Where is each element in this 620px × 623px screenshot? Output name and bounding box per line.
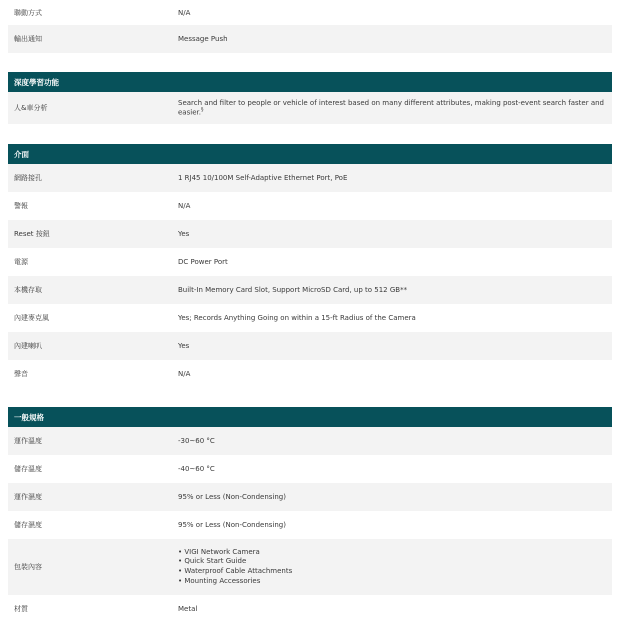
spec-row-built-in-speaker bbox=[8, 332, 612, 360]
spec-label: 內建喇叭 bbox=[14, 342, 42, 350]
spec-label: 運作濕度 bbox=[14, 493, 42, 501]
spec-value: N/A bbox=[178, 202, 191, 210]
spec-value: Search and filter to people or vehicle of interest based on many different attributes, making post-event search faster and easier. bbox=[178, 99, 604, 117]
spec-row-storage-humidity bbox=[8, 511, 612, 539]
spec-row-audio bbox=[8, 360, 612, 388]
spec-value: -40~60 °C bbox=[178, 465, 215, 473]
spec-label: 輸出通知 bbox=[14, 35, 42, 43]
spec-row-alarm bbox=[8, 192, 612, 220]
footnote-mark: § bbox=[200, 107, 204, 114]
spec-value: 95% or Less (Non-Condensing) bbox=[178, 521, 286, 529]
spec-label: 材質 bbox=[14, 605, 28, 613]
package-contents-list bbox=[178, 548, 612, 586]
spec-value: Yes bbox=[178, 342, 190, 350]
spec-label: 網路接孔 bbox=[14, 174, 42, 182]
spec-row-local-storage bbox=[8, 276, 612, 304]
section-header-interface: 介面 bbox=[8, 144, 612, 164]
spec-row-network-port bbox=[8, 164, 612, 192]
spec-label: 包裝內容 bbox=[14, 563, 42, 571]
spec-value: N/A bbox=[178, 8, 191, 17]
spec-label: 人&車分析 bbox=[14, 104, 48, 112]
spec-label: Reset 按鈕 bbox=[14, 230, 50, 238]
list-item: • Mounting Accessories bbox=[178, 577, 612, 587]
spec-label: 內建麥克風 bbox=[14, 314, 49, 322]
spec-label: 電源 bbox=[14, 258, 28, 266]
spec-table bbox=[8, 0, 612, 623]
spec-value: Yes bbox=[178, 230, 190, 238]
spec-label: 聲音 bbox=[14, 370, 28, 378]
spec-row-human-vehicle-analysis bbox=[8, 92, 612, 124]
spec-label: 運作溫度 bbox=[14, 437, 42, 445]
spec-value: -30~60 °C bbox=[178, 437, 215, 445]
spec-label: 警報 bbox=[14, 202, 28, 210]
spec-value: N/A bbox=[178, 370, 191, 378]
spec-row-operating-temp bbox=[8, 427, 612, 455]
spec-row-power bbox=[8, 248, 612, 276]
spec-row-built-in-mic bbox=[8, 304, 612, 332]
spec-value: Built-In Memory Card Slot, Support MicroSD Card, up to 512 GB** bbox=[178, 286, 408, 294]
spec-label: 儲存濕度 bbox=[14, 521, 42, 529]
spec-row-linkage bbox=[8, 0, 612, 25]
spec-row-storage-temp bbox=[8, 455, 612, 483]
spec-label: 儲存溫度 bbox=[14, 465, 42, 473]
section-header-general: 一般規格 bbox=[8, 407, 612, 427]
spec-value: 95% or Less (Non-Condensing) bbox=[178, 493, 286, 501]
spec-label: 聯動方式 bbox=[14, 8, 42, 17]
spec-value: Metal bbox=[178, 605, 198, 613]
list-item: • Waterproof Cable Attachments bbox=[178, 567, 612, 577]
spec-row-material bbox=[8, 595, 612, 623]
spec-value: 1 RJ45 10/100M Self-Adaptive Ethernet Port, PoE bbox=[178, 174, 348, 182]
spec-row-reset-button bbox=[8, 220, 612, 248]
spec-row-output-notification bbox=[8, 25, 612, 53]
spec-row-package-contents bbox=[8, 539, 612, 595]
spec-label: 本機存取 bbox=[14, 286, 42, 294]
section-header-deep-learning: 深度學習功能 bbox=[8, 72, 612, 92]
spec-value: DC Power Port bbox=[178, 258, 228, 266]
spec-value: Message Push bbox=[178, 35, 228, 43]
list-item: • VIGI Network Camera bbox=[178, 548, 612, 558]
spec-row-operating-humidity bbox=[8, 483, 612, 511]
spec-value: Yes; Records Anything Going on within a 15-ft Radius of the Camera bbox=[178, 314, 416, 322]
list-item: • Quick Start Guide bbox=[178, 557, 612, 567]
